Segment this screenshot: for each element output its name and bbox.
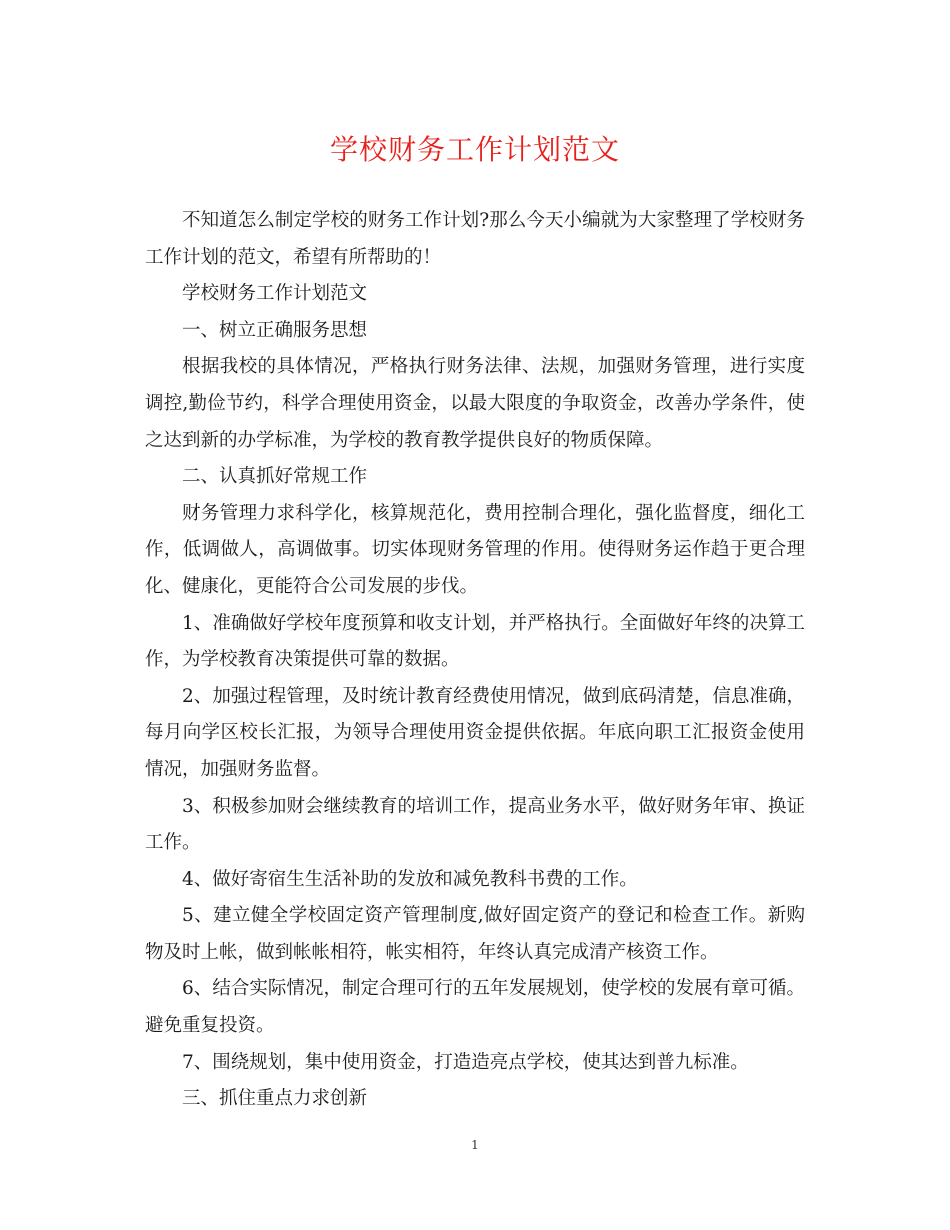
list-item: 5、建立健全学校固定资产管理制度,做好固定资产的登记和检查工作。新购物及时上帐，做到帐帐相符，帐实相符，年终认真完成清产核资工作。	[145, 905, 805, 963]
section-heading-2: 二、认真抓好常规工作	[182, 466, 368, 488]
paragraph: 财务管理力求科学化，核算规范化，费用控制合理化，强化监督度，细化工作，低调做人，高调做事。切实体现财务管理的作用。使得财务运作趋于更合理化、健康化，更能符合公司发展的步伐。	[145, 502, 805, 597]
section-heading-3: 三、抓住重点力求创新	[182, 1088, 368, 1110]
list-item: 3、积极参加财会继续教育的培训工作，提高业务水平，做好财务年审、换证工作。	[145, 795, 805, 854]
list-item: 4、做好寄宿生生活补助的发放和减免教科书费的工作。	[182, 868, 638, 890]
page-number: 1	[471, 1138, 479, 1152]
paragraph-intro: 不知道怎么制定学校的财务工作计划?那么今天小编就为大家整理了学校财务工作计划的范文，希望有所帮助的！	[145, 210, 805, 268]
list-item: 2、加强过程管理，及时统计教育经费使用情况，做到底码清楚，信息准确，每月向学区校长汇报，为领导合理使用资金提供依据。年底向职工汇报资金使用情况，加强财务监督。	[145, 685, 805, 780]
document-body	[145, 203, 805, 1118]
document-title: 学校财务工作计划范文	[329, 133, 620, 166]
list-item: 6、结合实际情况，制定合理可行的五年发展规划，使学校的发展有章可循。避免重复投资。	[145, 978, 805, 1037]
list-item: 7、围绕规划，集中使用资金，打造造亮点学校，使其达到普九标准。	[182, 1051, 749, 1073]
list-item: 1、准确做好学校年度预算和收支计划，并严格执行。全面做好年终的决算工作，为学校教育决策提供可靠的数据。	[145, 612, 805, 671]
section-heading-1: 一、树立正确服务思想	[182, 319, 368, 341]
paragraph: 根据我校的具体情况，严格执行财务法律、法规，加强财务管理，进行实度调控,勤俭节约，科学合理使用资金，以最大限度的争取资金，改善办学条件，使之达到新的办学标准，为学校的教育教学提供良好的物质保障。	[145, 356, 805, 451]
paragraph-subtitle: 学校财务工作计划范文	[182, 283, 368, 305]
